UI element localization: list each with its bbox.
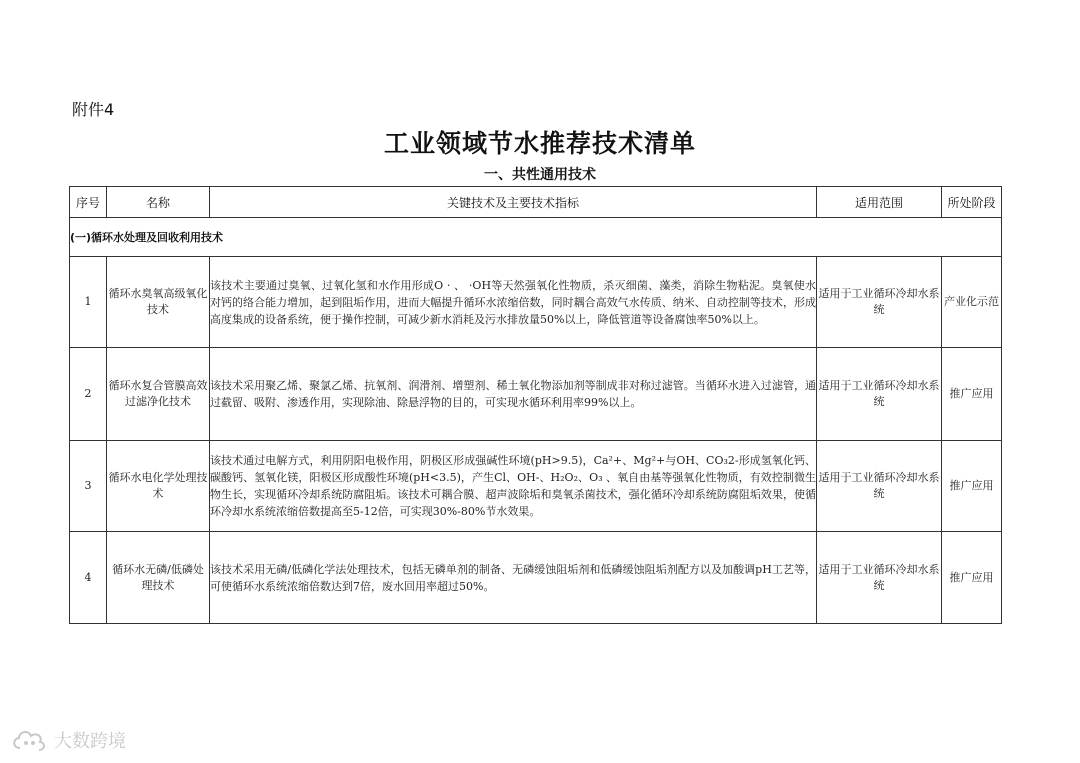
table-header-row	[70, 187, 1002, 218]
row-stage: 推广应用	[942, 441, 1002, 532]
technology-table	[69, 186, 1002, 624]
section-row	[70, 218, 1002, 257]
row-name: 循环水无磷/低磷处理技术	[107, 532, 210, 624]
row-stage: 产业化示范	[942, 257, 1002, 348]
row-scope: 适用于工业循环冷却水系统	[817, 532, 942, 624]
row-name: 循环水复合管膜高效过滤净化技术	[107, 348, 210, 441]
cloud-logo-icon	[10, 726, 50, 754]
row-desc: 该技术采用无磷/低磷化学法处理技术，包括无磷单剂的制备、无磷缓蚀阻垢剂和低磷缓蚀阻垢剂配方以及加酸调pH工艺等，可使循环水系统浓缩倍数达到7倍，废水回用率超过50%。	[210, 532, 817, 624]
row-no: 2	[70, 348, 107, 441]
row-scope: 适用于工业循环冷却水系统	[817, 348, 942, 441]
table-row	[70, 532, 1002, 624]
header-no: 序号	[70, 187, 107, 218]
table-row	[70, 348, 1002, 441]
table-row	[70, 441, 1002, 532]
watermark-text: 大数跨境	[54, 731, 126, 752]
row-desc: 该技术主要通过臭氧、过氧化氢和水作用形成O · 、 ·OH等天然强氧化性物质，杀灭细菌、藻类，消除生物粘泥。臭氧使水对钙的络合能力增加，起到阻垢作用，进而大幅提升循环水浓缩倍数，同时耦合高效气水传质、纳米、自动控制等技术，形成高度集成的设备系统，便于操作控制，可减少新水消耗及污水排放量50%以上，降低管道等设备腐蚀率50%以上。	[210, 257, 817, 348]
row-desc: 该技术通过电解方式，利用阴阳电极作用，阴极区形成强碱性环境(pH>9.5)，Ca²+、Mg²+与OH、CO₃2-形成氢氧化钙、碳酸钙、氢氧化镁，阳极区形成酸性环境(pH<3.5)，产生Cl、OH-、H₂O₂、O₃ 、氧自由基等强氧化性物质，有效控制微生物生长，实现循环冷却系统防腐阻垢。该技术可耦合膜、超声波除垢和臭氧杀菌技术，强化循环冷却系统防腐阻垢效果，使循环冷却水系统浓缩倍数提高至5-12倍，可实现30%-80%节水效果。	[210, 441, 817, 532]
attachment-label: 附件4	[72, 100, 115, 119]
row-scope: 适用于工业循环冷却水系统	[817, 441, 942, 532]
row-name: 循环水电化学处理技术	[107, 441, 210, 532]
page-title: 工业领域节水推荐技术清单	[383, 129, 696, 158]
table-row	[70, 257, 1002, 348]
row-name: 循环水臭氧高级氧化技术	[107, 257, 210, 348]
row-no: 4	[70, 532, 107, 624]
row-stage: 推广应用	[942, 532, 1002, 624]
row-scope: 适用于工业循环冷却水系统	[817, 257, 942, 348]
row-no: 1	[70, 257, 107, 348]
header-stage: 所处阶段	[942, 187, 1002, 218]
header-name: 名称	[107, 187, 210, 218]
section-heading: (一)循环水处理及回收利用技术	[70, 218, 1002, 257]
row-desc: 该技术采用聚乙烯、聚氯乙烯、抗氧剂、润滑剂、增塑剂、稀土氧化物添加剂等制成非对称过滤管。当循环水进入过滤管，通过截留、吸附、渗透作用，实现除油、除悬浮物的目的，可实现水循环利用率99%以上。	[210, 348, 817, 441]
header-desc: 关键技术及主要技术指标	[210, 187, 817, 218]
row-no: 3	[70, 441, 107, 532]
section-subtitle: 一、共性通用技术	[484, 167, 596, 183]
row-stage: 推广应用	[942, 348, 1002, 441]
watermark	[10, 726, 126, 754]
header-scope: 适用范围	[817, 187, 942, 218]
